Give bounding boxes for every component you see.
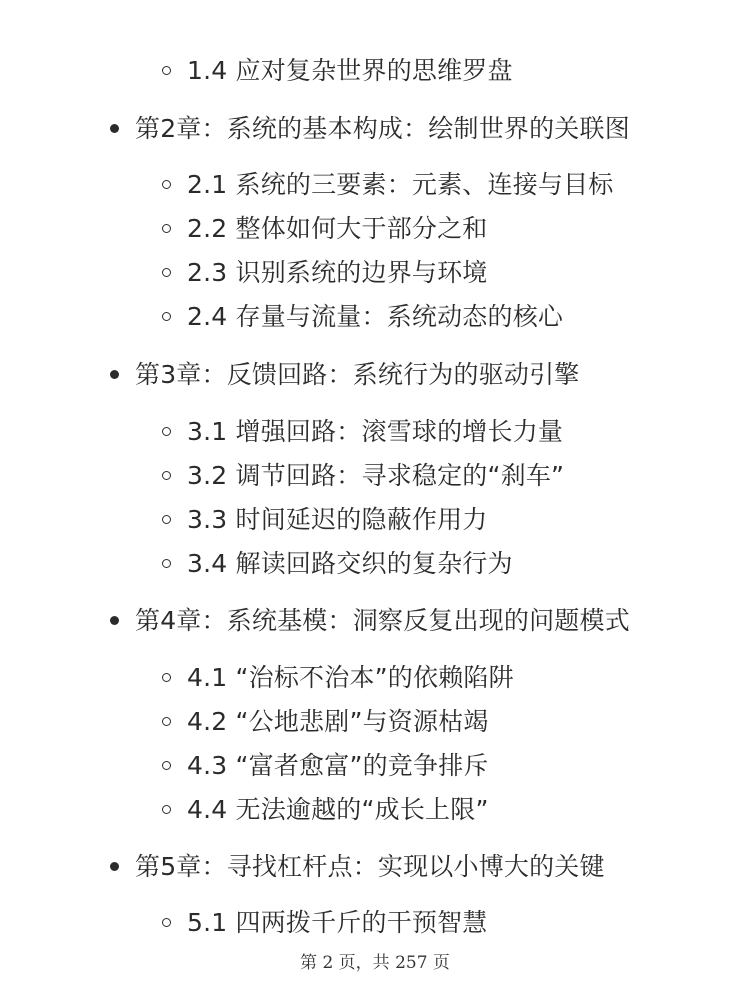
circle-bullet-icon [162, 180, 171, 189]
circle-bullet-icon [162, 559, 171, 568]
toc-item-text: 2.4 存量与流量：系统动态的核心 [187, 302, 564, 331]
toc-item-text: 3.1 增强回路：滚雪球的增长力量 [187, 417, 564, 446]
toc-item-text: 3.2 调节回路：寻求稳定的“刹车” [187, 461, 565, 490]
disc-bullet-icon [110, 370, 119, 379]
toc-section-4-4 [162, 792, 489, 828]
toc-chapter-5 [110, 849, 605, 885]
toc-item-text: 3.4 解读回路交织的复杂行为 [187, 549, 513, 578]
circle-bullet-icon [162, 761, 171, 770]
disc-bullet-icon [110, 862, 119, 871]
toc-section-3-4 [162, 546, 513, 582]
toc-item-text: 第2章：系统的基本构成：绘制世界的关联图 [135, 114, 630, 143]
toc-section-2-2 [162, 211, 488, 247]
toc-item-text: 第3章：反馈回路：系统行为的驱动引擎 [135, 360, 580, 389]
circle-bullet-icon [162, 268, 171, 277]
circle-bullet-icon [162, 66, 171, 75]
circle-bullet-icon [162, 224, 171, 233]
circle-bullet-icon [162, 427, 171, 436]
toc-section-3-2 [162, 458, 564, 494]
toc-section-2-1 [162, 167, 614, 203]
circle-bullet-icon [162, 918, 171, 927]
toc-item-text: 2.3 识别系统的边界与环境 [187, 258, 488, 287]
toc-item-text: 5.1 四两拨千斤的干预智慧 [187, 908, 488, 937]
circle-bullet-icon [162, 515, 171, 524]
toc-section-2-4 [162, 299, 563, 335]
circle-bullet-icon [162, 717, 171, 726]
circle-bullet-icon [162, 312, 171, 321]
toc-item-text: 第5章：寻找杠杆点：实现以小博大的关键 [135, 852, 605, 881]
toc-section-4-2 [162, 704, 489, 740]
circle-bullet-icon [162, 805, 171, 814]
toc-item-text: 4.2 “公地悲剧”与资源枯竭 [187, 707, 489, 736]
toc-item-text: 1.4 应对复杂世界的思维罗盘 [187, 56, 513, 85]
toc-section-4-1 [162, 660, 514, 696]
toc-section-3-3 [162, 502, 488, 538]
toc-chapter-3 [110, 357, 580, 393]
toc-item-text: 2.1 系统的三要素：元素、连接与目标 [187, 170, 614, 199]
toc-item-text: 4.3 “富者愈富”的竞争排斥 [187, 751, 489, 780]
toc-item-text: 4.1 “治标不治本”的依赖陷阱 [187, 663, 514, 692]
disc-bullet-icon [110, 124, 119, 133]
toc-item-text: 3.3 时间延迟的隐蔽作用力 [187, 505, 488, 534]
disc-bullet-icon [110, 616, 119, 625]
circle-bullet-icon [162, 673, 171, 682]
toc-section-4-3 [162, 748, 489, 784]
page-number-footer: 第 2 页，共 257 页 [300, 953, 450, 973]
toc-section-1-4 [162, 53, 513, 89]
toc-item-text: 4.4 无法逾越的“成长上限” [187, 795, 489, 824]
toc-item-text: 2.2 整体如何大于部分之和 [187, 214, 488, 243]
toc-chapter-4 [110, 603, 630, 639]
toc-item-text: 第4章：系统基模：洞察反复出现的问题模式 [135, 606, 630, 635]
toc-section-3-1 [162, 414, 563, 450]
circle-bullet-icon [162, 471, 171, 480]
toc-chapter-2 [110, 111, 630, 147]
toc-section-5-1 [162, 905, 488, 941]
toc-section-2-3 [162, 255, 488, 291]
